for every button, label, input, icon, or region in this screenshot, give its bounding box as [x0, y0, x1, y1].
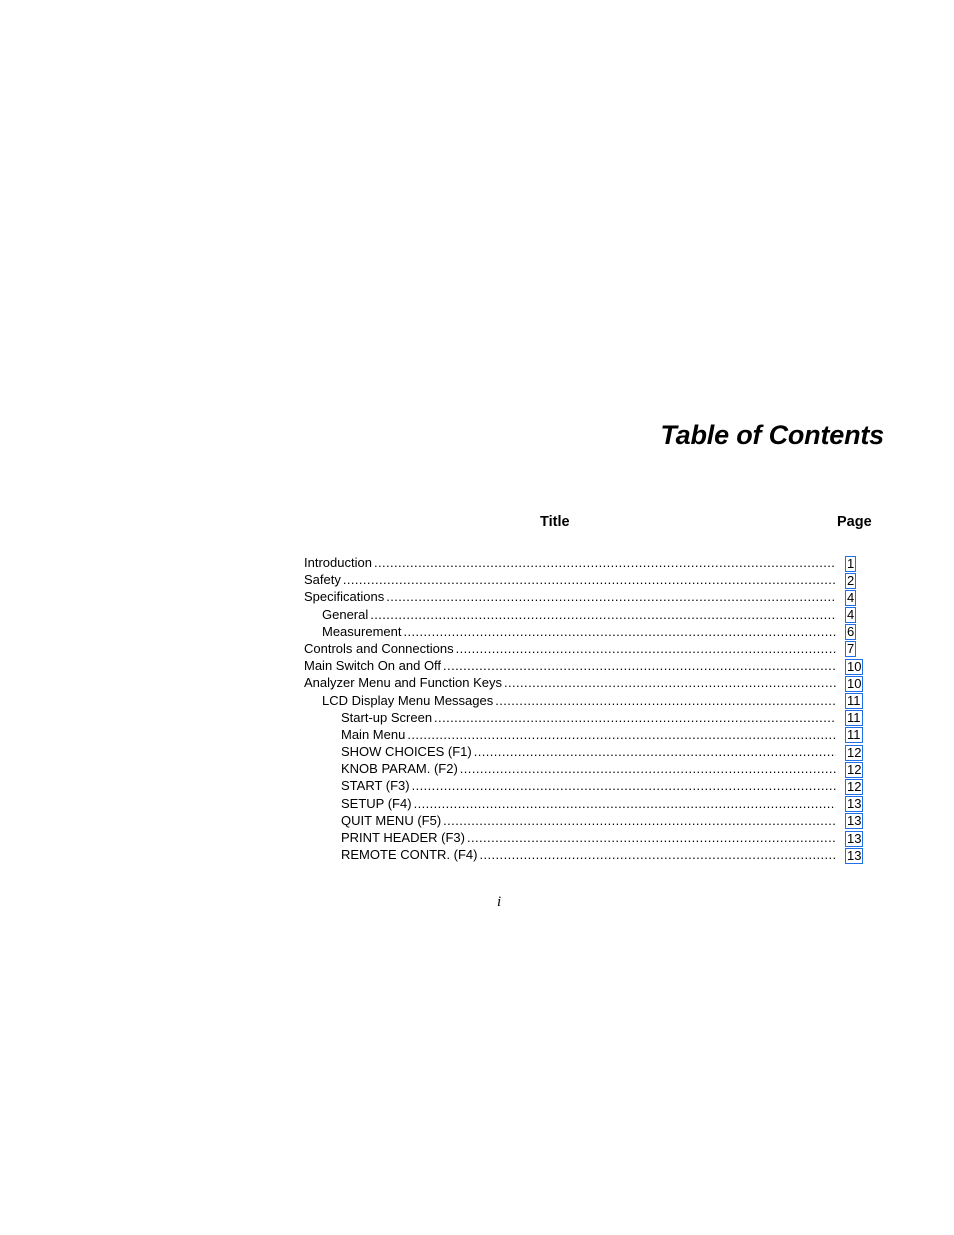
toc-page-link[interactable]: 10: [847, 675, 862, 691]
toc-entry-label: PRINT HEADER (F3): [341, 830, 465, 845]
toc-page-link[interactable]: 4: [847, 607, 855, 623]
toc-entry-label: Safety: [304, 572, 341, 588]
toc-page-link[interactable]: 13: [847, 813, 862, 829]
toc-page-link[interactable]: 12: [847, 761, 862, 777]
toc-entry[interactable]: [304, 623, 855, 640]
toc-entry[interactable]: [304, 812, 862, 829]
toc-page-link[interactable]: 11: [847, 710, 861, 726]
toc-page-link[interactable]: 1: [847, 555, 855, 571]
toc-page-link[interactable]: 13: [847, 830, 862, 846]
toc-page-link[interactable]: 13: [847, 796, 862, 812]
toc-entry-label: SETUP (F4): [341, 795, 412, 811]
toc-entry-label: Controls and Connections: [304, 640, 454, 656]
toc-entry[interactable]: [304, 709, 861, 726]
toc-entry[interactable]: [304, 657, 862, 674]
toc-entry[interactable]: [304, 588, 855, 605]
toc-entry[interactable]: [304, 795, 862, 812]
page-title: Table of Contents: [660, 420, 884, 450]
toc-page-link[interactable]: 11: [847, 727, 861, 743]
toc-entry[interactable]: [304, 571, 855, 588]
toc-entry[interactable]: [304, 846, 862, 863]
toc-entry-label: KNOB PARAM. (F2): [341, 761, 458, 777]
toc-entry[interactable]: [304, 640, 855, 657]
toc-entry[interactable]: [304, 674, 862, 691]
toc-entry-label: LCD Display Menu Messages: [322, 692, 494, 708]
toc-entry-label: SHOW CHOICES (F1): [341, 744, 472, 760]
toc-entry-label: Introduction: [304, 555, 372, 570]
toc-page-link[interactable]: 11: [847, 693, 861, 708]
toc-entry-label: REMOTE CONTR. (F4): [341, 847, 478, 863]
toc-page-link[interactable]: 12: [847, 778, 862, 794]
toc-entry[interactable]: [304, 692, 861, 709]
toc-page-link[interactable]: 10: [847, 658, 862, 674]
toc-entry-label: START (F3): [341, 778, 410, 794]
toc-page-link[interactable]: 12: [847, 744, 862, 760]
toc-page-link[interactable]: 2: [847, 572, 855, 588]
toc-entry-label: Main Switch On and Off: [304, 658, 442, 674]
toc-entry-label: QUIT MENU (F5): [341, 812, 442, 828]
toc-entry[interactable]: [304, 554, 855, 571]
toc-entry-label: Start-up Screen: [341, 709, 433, 725]
column-header-title: Title: [540, 514, 570, 530]
toc-entry[interactable]: [304, 726, 861, 743]
toc-entry[interactable]: [304, 777, 862, 794]
toc-entry-label: Measurement: [322, 623, 402, 639]
toc-entry[interactable]: [304, 760, 862, 777]
toc-entry-label: Analyzer Menu and Function Keys: [304, 675, 502, 691]
toc-entry-label: Main Menu: [341, 726, 406, 742]
toc-page-link[interactable]: 6: [847, 624, 855, 640]
column-header-page: Page: [837, 514, 872, 530]
toc-entry-label: General: [322, 606, 369, 622]
page-folio: i: [497, 894, 502, 910]
toc-entry[interactable]: [304, 829, 862, 846]
toc-list: [304, 554, 862, 863]
toc-entry[interactable]: [304, 743, 862, 760]
toc-page-link[interactable]: 7: [847, 641, 855, 657]
toc-page-link[interactable]: 13: [847, 847, 862, 863]
toc-entry[interactable]: [304, 606, 855, 623]
toc-page-link[interactable]: 4: [847, 589, 855, 605]
toc-entry-label: Specifications: [304, 589, 385, 605]
